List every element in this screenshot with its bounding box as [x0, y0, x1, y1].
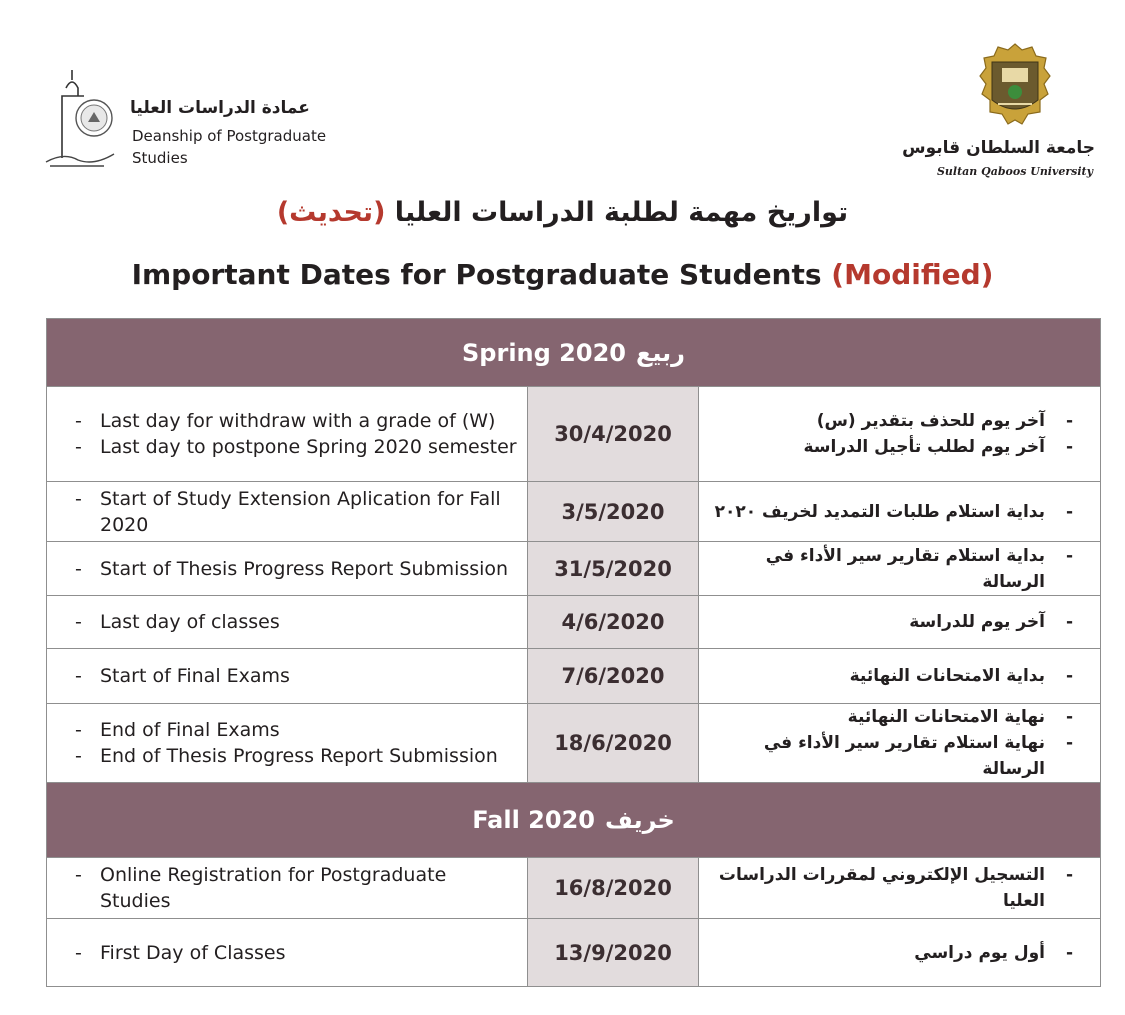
event-ar-cell — [699, 542, 1101, 596]
table-row — [47, 482, 1101, 542]
university-crest-icon — [978, 42, 1052, 137]
event-en-item: - Start of Study Extension Aplication for Fall 2020 — [47, 486, 527, 538]
event-ar-item: - التسجيل الإلكتروني لمقررات الدراسات العليا — [699, 862, 1100, 914]
page-title-en — [0, 258, 1125, 291]
page-title-ar — [0, 197, 1125, 228]
deanship-logo — [44, 66, 364, 172]
event-en-cell — [47, 919, 528, 987]
event-ar-cell — [699, 919, 1101, 987]
event-en-item: - Last day of classes — [47, 609, 527, 635]
table-row — [47, 387, 1101, 482]
event-ar-cell — [699, 387, 1101, 482]
title-ar-tag: (تحديث) — [276, 197, 386, 228]
date-cell: 7/6/2020 — [528, 649, 699, 704]
section-header-ar: ربيع — [635, 338, 685, 367]
event-en-item: - First Day of Classes — [47, 940, 527, 966]
event-ar-cell — [699, 649, 1101, 704]
title-en-tag: (Modified) — [831, 258, 994, 291]
event-ar-item: - نهاية استلام تقارير سير الأداء في الرسالة — [699, 730, 1100, 782]
table-row — [47, 858, 1101, 919]
event-ar-item: - آخر يوم للحذف بتقدير (س) — [699, 408, 1100, 434]
event-en-item: - Last day for withdraw with a grade of (W) — [47, 408, 527, 434]
event-ar-cell — [699, 596, 1101, 649]
table-row — [47, 649, 1101, 704]
title-en-main: Important Dates for Postgraduate Students — [131, 258, 832, 291]
event-en-cell — [47, 542, 528, 596]
event-ar-item: - أول يوم دراسي — [699, 940, 1100, 966]
event-en-cell — [47, 858, 528, 919]
date-cell: 30/4/2020 — [528, 387, 699, 482]
date-cell: 31/5/2020 — [528, 542, 699, 596]
date-cell: 4/6/2020 — [528, 596, 699, 649]
deanship-name-en-line2: Studies — [132, 149, 188, 167]
event-ar-cell — [699, 482, 1101, 542]
table-row — [47, 919, 1101, 987]
event-en-cell — [47, 649, 528, 704]
university-name-en: Sultan Qaboos University — [936, 165, 1094, 178]
event-ar-cell — [699, 858, 1101, 919]
event-en-item: - Online Registration for Postgraduate Studies — [47, 862, 527, 914]
event-en-item: - End of Final Exams — [47, 717, 527, 743]
dates-table — [46, 318, 1101, 987]
event-en-cell — [47, 387, 528, 482]
date-cell: 16/8/2020 — [528, 858, 699, 919]
event-en-cell — [47, 482, 528, 542]
date-cell: 3/5/2020 — [528, 482, 699, 542]
section-header-en: Spring 2020 — [462, 338, 626, 367]
deanship-emblem-icon — [44, 66, 124, 172]
event-ar-item: - بداية استلام تقارير سير الأداء في الرسالة — [699, 543, 1100, 595]
event-ar-item: - آخر يوم للدراسة — [699, 609, 1100, 635]
event-ar-item: - بداية الامتحانات النهائية — [699, 663, 1100, 689]
event-ar-item: - بداية استلام طلبات التمديد لخريف ٢٠٢٠ — [699, 499, 1100, 525]
event-en-item: - Start of Thesis Progress Report Submission — [47, 556, 527, 582]
table-row — [47, 704, 1101, 783]
section-header-ar: خريف — [604, 806, 675, 834]
event-en-item: - Last day to postpone Spring 2020 semester — [47, 434, 527, 460]
date-cell: 13/9/2020 — [528, 919, 699, 987]
section-header-spring — [47, 319, 1101, 387]
event-ar-cell — [699, 704, 1101, 783]
title-ar-main: تواريخ مهمة لطلبة الدراسات العليا — [385, 197, 849, 228]
table-row — [47, 542, 1101, 596]
event-ar-item: - آخر يوم لطلب تأجيل الدراسة — [699, 434, 1100, 460]
event-en-cell — [47, 596, 528, 649]
table-row — [47, 596, 1101, 649]
event-en-item: - Start of Final Exams — [47, 663, 527, 689]
university-name-ar: جامعة السلطان قابوس — [902, 138, 1095, 158]
university-logo — [902, 42, 1095, 184]
section-header-en: Fall 2020 — [472, 806, 595, 834]
deanship-name-ar: عمادة الدراسات العليا — [130, 98, 310, 118]
event-en-item: - End of Thesis Progress Report Submission — [47, 743, 527, 769]
date-cell: 18/6/2020 — [528, 704, 699, 783]
section-header-fall — [47, 783, 1101, 858]
deanship-name-en-line1: Deanship of Postgraduate — [132, 127, 327, 145]
event-en-cell — [47, 704, 528, 783]
event-ar-item: - نهاية الامتحانات النهائية — [699, 704, 1100, 730]
